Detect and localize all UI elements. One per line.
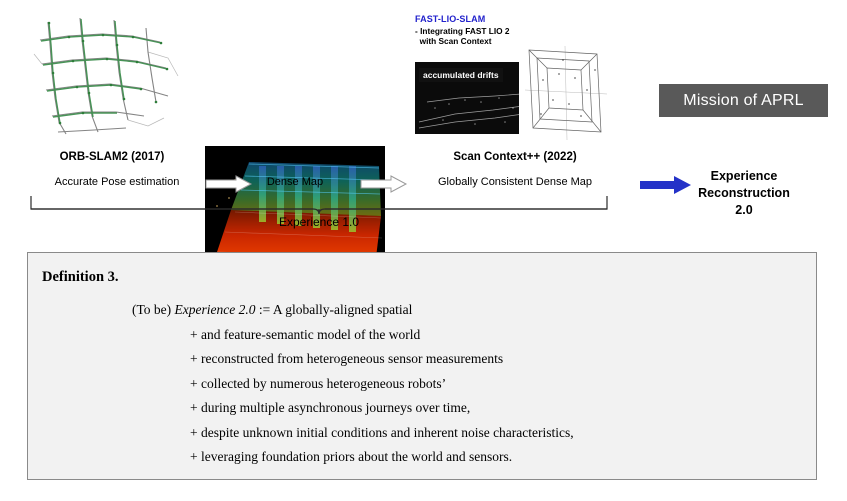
definition-body [106,303,806,475]
definition-line: + reconstructed from heterogeneous sensor measurements [190,351,504,366]
definition-title: Definition 3. [42,269,119,285]
trajectory-graph-map [28,14,188,142]
pipeline-diagram [0,0,847,250]
fast-lio-slam-subtitle: - Integrating FAST LIO 2 with Scan Context [415,26,510,47]
loop-closure-pointcloud [415,14,533,142]
fast-lio-slam-title: FAST-LIO-SLAM [415,14,486,24]
hollow-right-arrow-icon-2 [360,175,408,193]
stage-label-pose-estimation: Accurate Pose estimation [54,176,180,188]
accumulated-drift-photo [415,62,527,134]
experience-1-brace [30,196,608,214]
scan-context-overlay-text [415,14,533,47]
definition-line: + leveraging foundation priors about the world and sensors. [190,449,513,464]
definition-line: + and feature-semantic model of the world [190,326,421,342]
accumulated-drifts-badge: accumulated drifts [419,68,503,82]
globally-consistent-map-photo [519,40,613,144]
definition-line: + during multiple asynchronous journeys over time, [190,400,471,415]
stage-label-globally-consistent-dense-map: Globally Consistent Dense Map [437,176,593,188]
definition-lead-line [132,303,806,317]
experience-1-label: Experience 1.0 [278,215,360,229]
experience-reconstruction-2-label: Experience Reconstruction 2.0 [698,169,790,217]
definition-lead-term: Experience 2.0 [174,302,256,317]
mission-of-aprl-badge: Mission of APRL [659,84,828,117]
definition-line: + despite unknown initial conditions and inherent noise characteristics, [190,424,574,440]
definition-line: + collected by numerous heterogeneous robots’ [190,375,447,391]
definition-lead-prefix: (To be) [132,302,172,317]
hollow-right-arrow-icon-1 [205,175,253,193]
stage-label-dense-map: Dense Map [266,176,324,188]
caption-scan-context: Scan Context++ (2022) [453,151,577,163]
trajectory-graph-svg [28,14,188,142]
definition-box [27,252,817,480]
caption-orb-slam2: ORB-SLAM2 (2017) [59,151,165,163]
consistent-map-svg [519,40,613,144]
caption-fast-lio: FAST-LIO (2020) [250,151,340,163]
definition-lead-rest: := A globally-aligned spatial [258,302,413,317]
